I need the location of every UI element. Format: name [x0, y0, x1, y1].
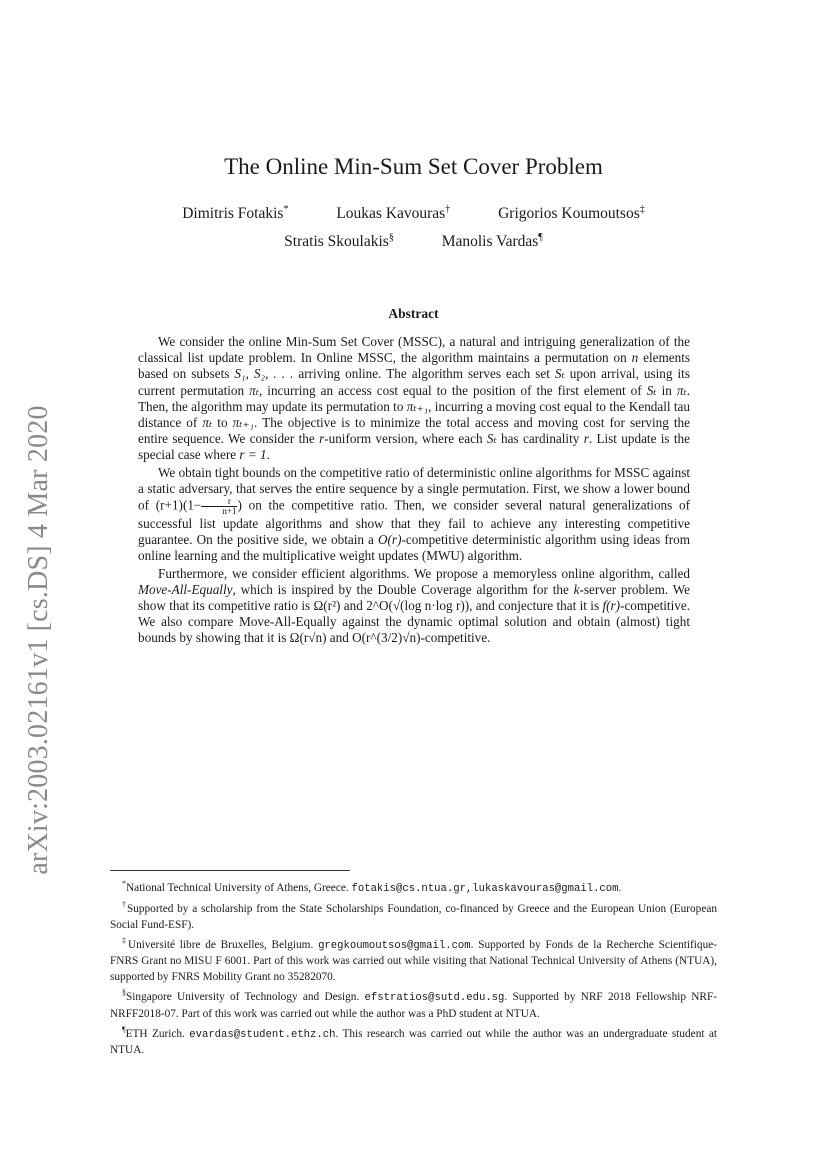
author-kavouras: Loukas Kavouras† — [336, 204, 451, 223]
author-line-1 — [0, 204, 827, 223]
email-link[interactable]: fotakis@cs.ntua.gr,lukaskavouras@gmail.com — [351, 882, 619, 895]
arxiv-identifier: arXiv:2003.02161v1 [cs.DS] 4 Mar 2020 — [23, 405, 54, 875]
author-vardas: Manolis Vardas¶ — [441, 232, 543, 251]
footnote-2: †Supported by a scholarship from the State Scholarships Foundation, co-financed by Greece and the European Union (European Social Fund-ESF). — [110, 900, 718, 931]
footnote-5: ¶ETH Zurich. evardas@student.ethz.ch. This research was carried out while the author was an undergraduate student at NTUA. — [110, 1025, 717, 1057]
email-link[interactable]: gregkoumoutsos@gmail.com — [318, 939, 471, 952]
abstract-heading: Abstract — [388, 306, 439, 321]
author-line-2 — [0, 232, 827, 251]
footnote-3: ‡Université libre de Bruxelles, Belgium. gregkoumoutsos@gmail.com. Supported by Fonds de la Recherche Scientifique-FNRS Grant no MISU F 6001. Part of this work was carried out while visiting that National Technical University of Athens (NTUA), supported by FNRS Mobility Grant no 35282070. — [110, 936, 718, 983]
email-link[interactable]: efstratios@sutd.edu.sg — [364, 992, 505, 1005]
footnote-divider — [110, 870, 350, 871]
author-fotakis: Dimitris Fotakis* — [182, 204, 289, 223]
abstract-paragraph-3: Furthermore, we consider efficient algorithms. We propose a memoryless online algorithm, called Move-All-Equally, which is inspired by the Double Coverage algorithm for the k-server problem. We show that its competitive ratio is Ω(r²) and 2^O(√(log n·log r)), and conjecture that it is f(r)-competitive. We also compare Move-All-Equally against the dynamic optimal solution and obtain (almost) tight bounds by showing that it is Ω(r√n) and O(r^(3/2)√n)-competitive. — [138, 565, 691, 646]
author-skoulakis: Stratis Skoulakis§ — [284, 232, 394, 251]
email-link[interactable]: evardas@student.ethz.ch — [189, 1028, 336, 1041]
paper-title: The Online Min-Sum Set Cover Problem — [224, 154, 603, 179]
author-koumoutsos: Grigorios Koumoutsos‡ — [498, 204, 645, 223]
footnote-1: *National Technical University of Athens, Greece. fotakis@cs.ntua.gr,lukaskavouras@gmail.com. — [122, 879, 622, 895]
abstract-paragraph-1: We consider the online Min-Sum Set Cover (MSSC), a natural and intriguing generalization of the classical list update problem. In Online MSSC, the algorithm maintains a permutation on n elements based on subsets S₁, S₂, . . . arriving online. The algorithm serves each set Sₜ upon arrival, using its current permutation πₜ, incurring an access cost equal to the position of the first element of Sₜ in πₜ. Then, the algorithm may update its permutation to πₜ₊₁, incurring a moving cost equal to the Kendall tau distance of πₜ to πₜ₊₁. The objective is to minimize the total access and moving cost for serving the entire sequence. We consider the r-uniform version, where each Sₜ has cardinality r. List update is the special case where r = 1. — [138, 334, 691, 463]
abstract-paragraph-2: We obtain tight bounds on the competitive ratio of deterministic online algorithms for MSSC against a static adversary, that serves the entire sequence by a single permutation. First, we show a lower bound of (r+1)(1− $\frac{r}{n+1}$ ) on the competitive ratio. Then, we consider several natural generalizations of successful list update algorithms and show that they fail to achieve any interesting competitive guarantee. On the positive side, we obtain a O(r)-competitive deterministic algorithm using ideas from online learning and the multiplicative weight updates (MWU) algorithm. — [138, 464, 691, 564]
arxiv-sidebar — [14, 360, 64, 920]
footnotes — [110, 876, 717, 1059]
footnote-4: §Singapore University of Technology and Design. efstratios@sutd.edu.sg. Supported by NRF 2018 Fellowship NRF-NRFF2018-07. Part of this work was carried out while the author was a PhD student at NTUA. — [110, 988, 717, 1020]
abstract-body — [138, 334, 690, 647]
fraction: $\frac{r}{n+1}$ — [201, 497, 237, 516]
